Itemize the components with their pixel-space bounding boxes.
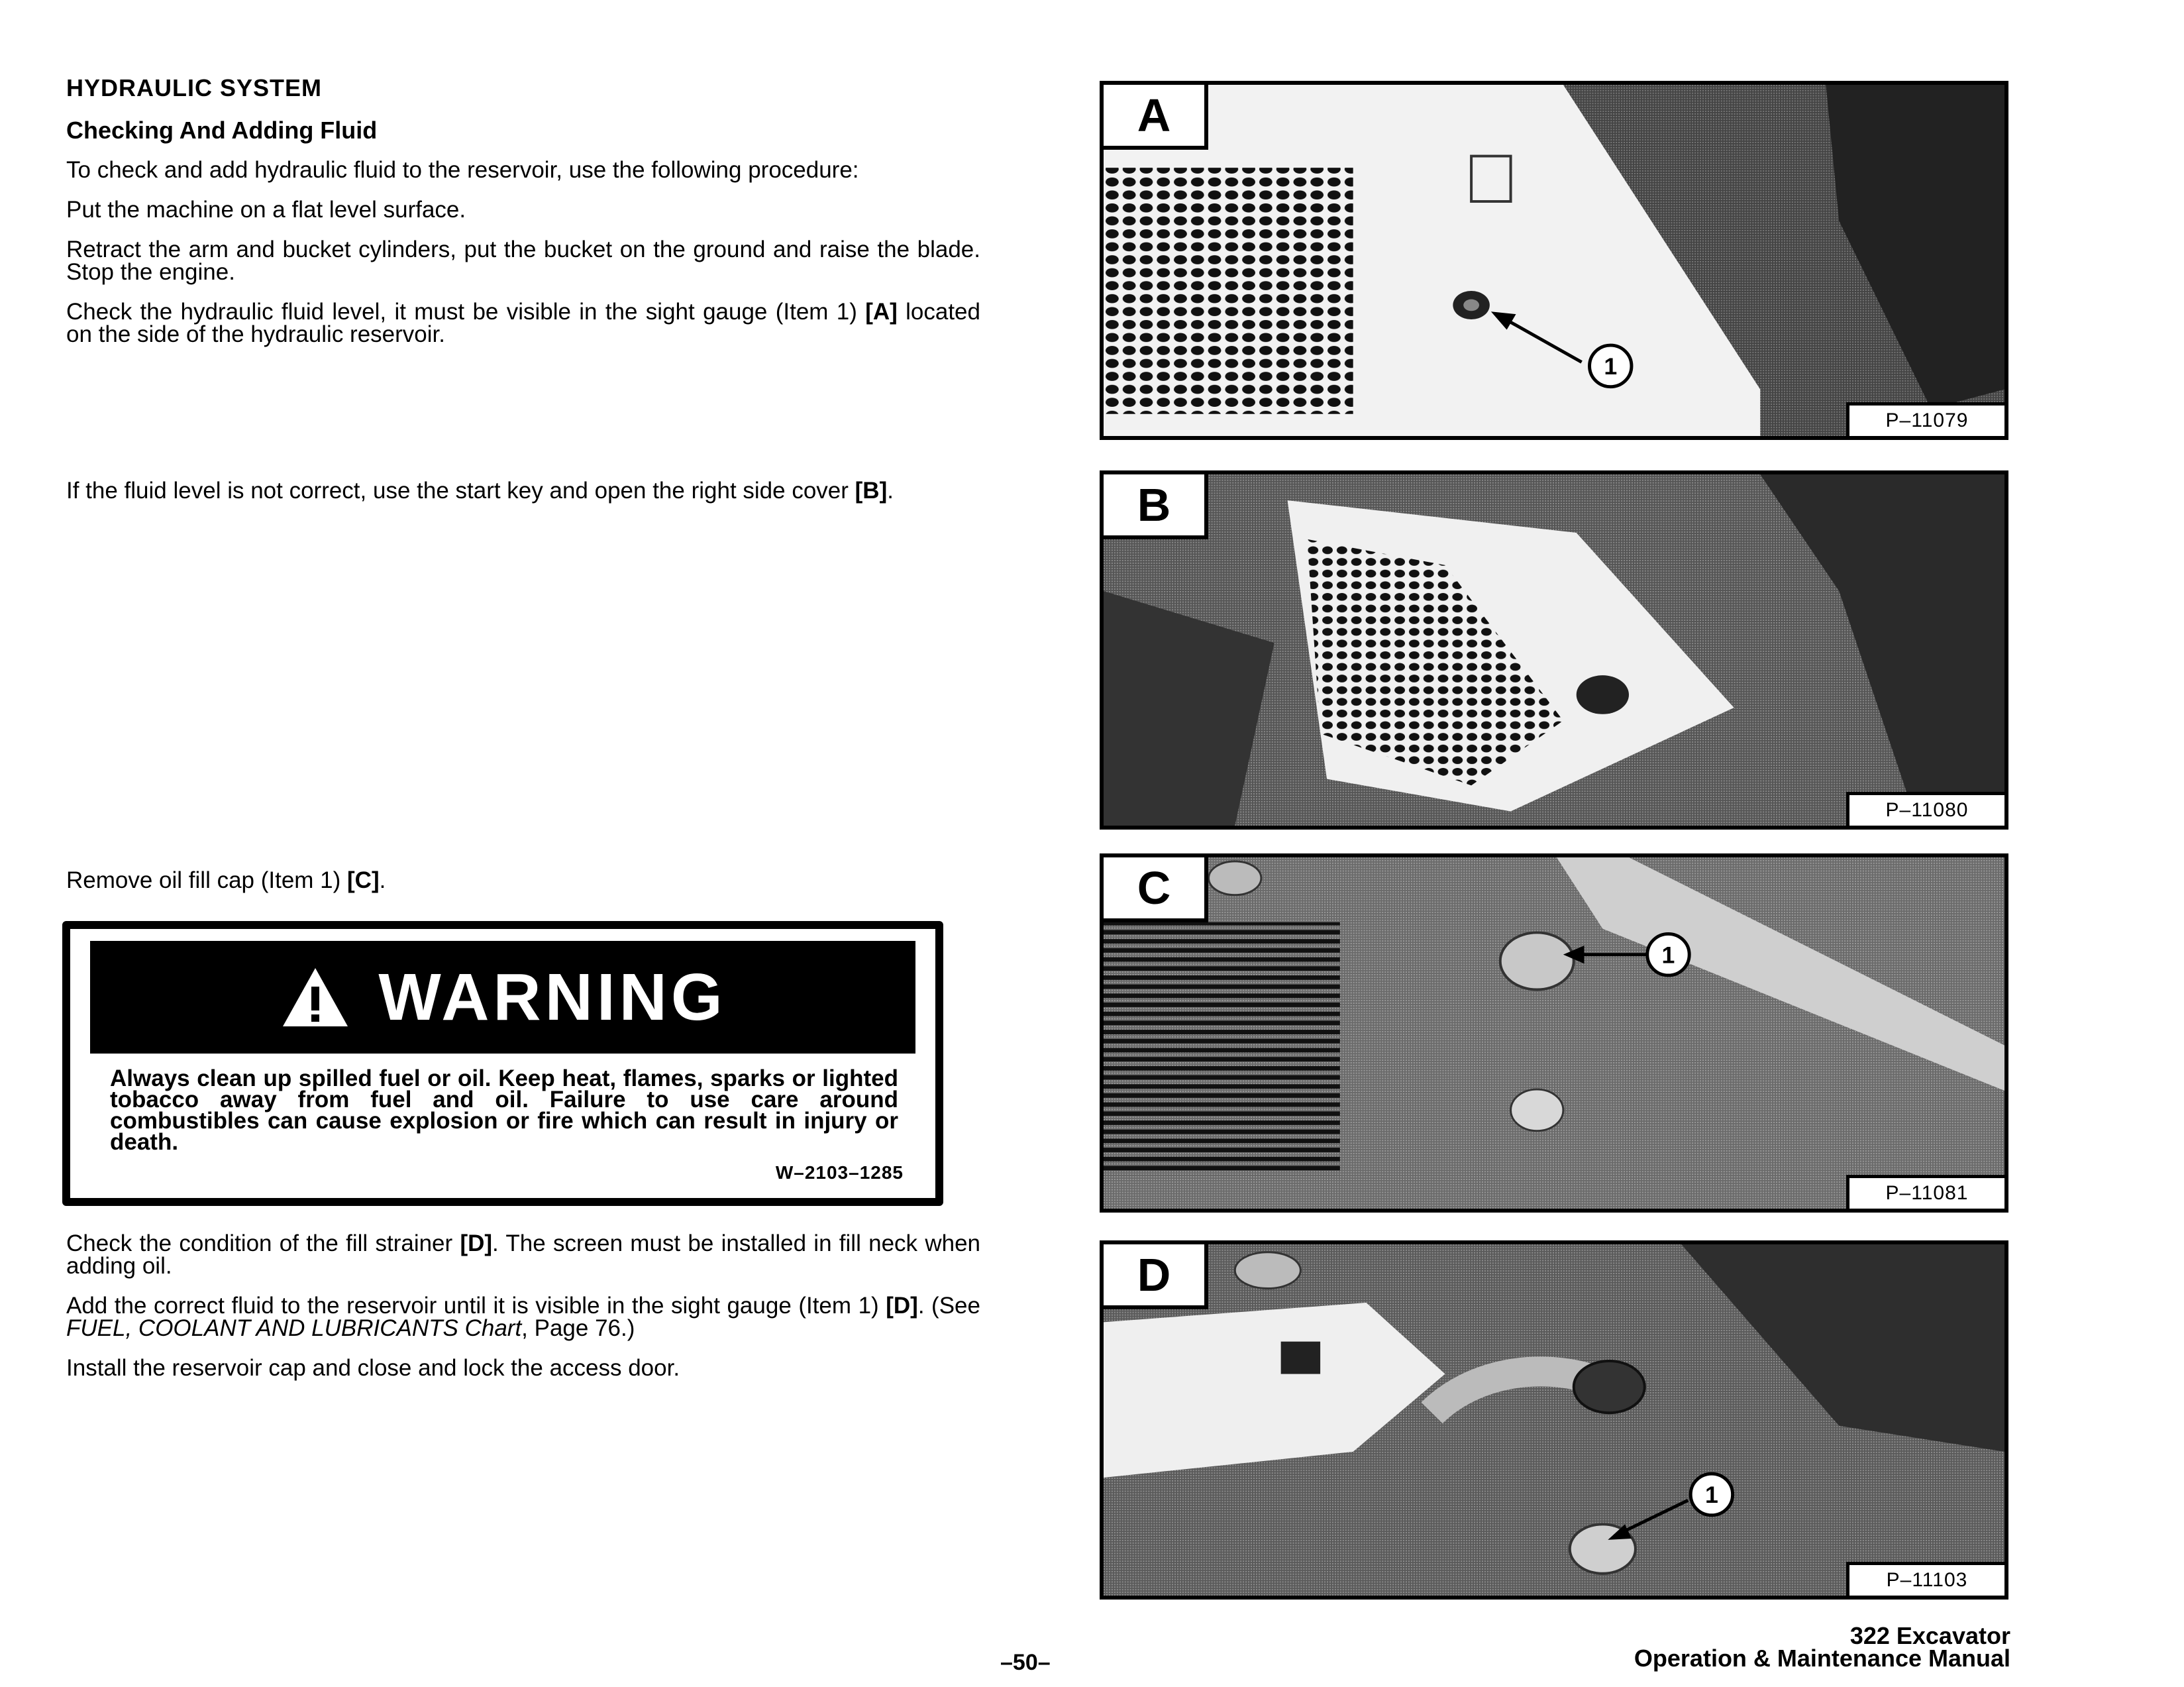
install-cap-paragraph: Install the reservoir cap and close and lock the access door. <box>66 1355 680 1381</box>
figure-a-code: P–11079 <box>1846 402 2004 436</box>
open-cover-paragraph <box>66 480 980 502</box>
figure-a <box>1100 81 2008 440</box>
instructions-column <box>66 74 980 363</box>
add-fluid-paragraph <box>66 1295 980 1340</box>
warning-box <box>62 921 943 1206</box>
figure-b-code: P–11080 <box>1846 792 2004 826</box>
cover-block <box>66 480 980 519</box>
figure-d <box>1100 1240 2008 1600</box>
flat-surface-paragraph: Put the machine on a flat level surface. <box>66 197 466 223</box>
check-level-text-1: Check the hydraulic fluid level, it must be visible in the sight gauge (Item 1) <box>66 299 866 325</box>
add-fluid-text-2: . (See <box>917 1293 980 1319</box>
warning-triangle-icon <box>279 964 352 1030</box>
strainer-text-1: Check the condition of the fill strainer <box>66 1230 460 1256</box>
open-cover-text-2: . <box>887 478 894 504</box>
add-fluid-text-1: Add the correct fluid to the reservoir until it is visible in the sight gauge (Item 1) <box>66 1293 886 1319</box>
figure-d-callout: 1 <box>1704 1482 1718 1509</box>
ref-d-gauge: [D] <box>886 1293 918 1319</box>
fill-strainer-photo <box>1104 1244 2004 1596</box>
oil-fill-cap-photo <box>1104 857 2004 1209</box>
figure-c-label: C <box>1104 857 1208 922</box>
footer-model: 322 Excavator <box>1849 1622 2010 1649</box>
figure-b-label: B <box>1104 474 1208 539</box>
retract-paragraph: Retract the arm and bucket cylinders, put the bucket on the ground and raise the blade. Stop the engine. <box>66 237 980 285</box>
warning-code: W–2103–1285 <box>775 1162 904 1183</box>
section-title: HYDRAULIC SYSTEM <box>66 74 323 101</box>
add-fluid-text-3: , Page 76.) <box>521 1315 635 1341</box>
refill-block <box>66 1232 980 1397</box>
ref-a: [A] <box>865 299 898 325</box>
subsection-title: Checking And Adding Fluid <box>66 117 378 144</box>
open-cover-text-1: If the fluid level is not correct, use the start key and open the right side cover <box>66 478 855 504</box>
footer-manual: Operation & Maintenance Manual <box>1634 1645 2010 1672</box>
intro-paragraph: To check and add hydraulic fluid to the reservoir, use the following procedure: <box>66 157 859 183</box>
figure-c-code: P–11081 <box>1846 1175 2004 1209</box>
figure-a-label: A <box>1104 85 1208 150</box>
figure-d-code: P–11103 <box>1846 1562 2004 1596</box>
figure-c <box>1100 853 2008 1213</box>
check-level-text-2: located on the side of the hydraulic reservoir. <box>66 299 980 347</box>
figure-d-label: D <box>1104 1244 1208 1309</box>
strainer-text-2: . The screen must be installed in fill neck when adding oil. <box>66 1230 980 1279</box>
figure-b <box>1100 470 2008 830</box>
check-level-paragraph <box>66 301 980 346</box>
footer-title <box>1634 1622 2010 1672</box>
warning-title: WARNING <box>378 959 727 1034</box>
warning-text: Always clean up spilled fuel or oil. Keep heat, flames, sparks or lighted tobacco away from fuel and oil. Failure to use care around combustibles can cause explosion or fire which can result in injury or death. <box>110 1065 898 1155</box>
page-number: –50– <box>1000 1650 1051 1675</box>
figure-c-callout: 1 <box>1661 942 1675 969</box>
lubricants-chart-reference: FUEL, COOLANT AND LUBRICANTS Chart <box>66 1315 522 1341</box>
sight-gauge-photo <box>1104 85 2004 436</box>
remove-cap-text-2: . <box>379 867 386 893</box>
figure-a-callout: 1 <box>1604 353 1618 380</box>
ref-d-strainer: [D] <box>460 1230 493 1256</box>
side-cover-photo <box>1104 474 2004 826</box>
remove-cap-paragraph <box>66 869 980 892</box>
remove-cap-block <box>66 869 980 909</box>
remove-cap-text-1: Remove oil fill cap (Item 1) <box>66 867 348 893</box>
ref-b: [B] <box>855 478 888 504</box>
strainer-paragraph <box>66 1232 980 1278</box>
warning-header <box>90 941 915 1054</box>
ref-c: [C] <box>347 867 380 893</box>
